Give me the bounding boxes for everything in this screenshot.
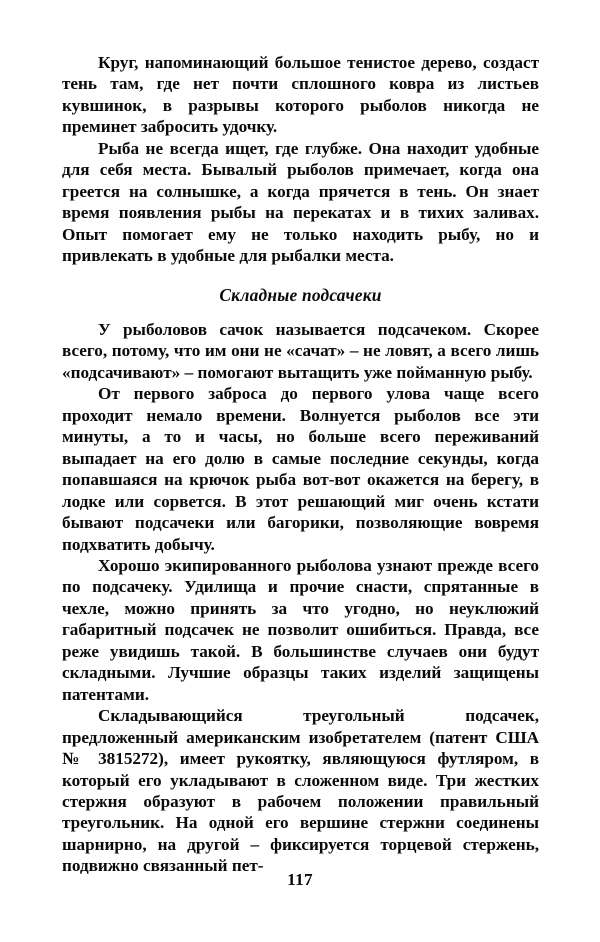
page-text-column <box>62 52 539 877</box>
paragraph-equipped-angler: Хорошо экипированного рыболова узнают прежде всего по подсачеку. Удилища и прочие снасти, спрятанные в чехле, можно принять за что угодно, но неуклюжий габаритный подсачек не позволит ошибиться. Правда, все реже увидишь такой. В большинстве случаев они будут складными. Лучшие образцы таких изделий защищены патентами. <box>62 555 539 704</box>
paragraph-net-naming: У рыболовов сачок называется подсачеком. Скорее всего, потому, что им они не «сачат» – не ловят, а всего лишь «подсачивают» – помогают вытащить уже пойманную рыбу. <box>62 319 539 382</box>
paragraph-fish-location: Рыба не всегда ищет, где глубже. Она находит удобные для себя места. Бывалый рыболов примечает, когда она греется на солнышке, а когда прячется в тень. Он знает время появления рыбы на перекатах и в тихих заливах. Опыт помогает ему не только находить рыбу, но и привлекать в удобные для рыбалки места. <box>62 138 539 266</box>
page-number: 117 <box>287 870 313 889</box>
section-heading-folding-landing-nets: Складные подсачеки <box>219 284 382 305</box>
paragraph-triangular-net-patent: Складывающийся треугольный подсачек, предложенный американским изобретателем (патент США № 3815272), имеет рукоятку, являющуюся футляром, в который его укладывают в сложенном виде. Три жестких стержня образуют в рабочем положении правильный треугольник. На одной его вершине стержни соединены шарнирно, на другой – фиксируется торцевой стержень, подвижно связанный пет- <box>62 706 539 876</box>
paragraph-first-cast: От первого заброса до первого улова чаще всего проходит немало времени. Волнуется рыболов все эти минуты, а то и часы, но больше всего переживаний выпадает на его долю в самые последние секунды, когда попавшаяся на крючок рыба вот-вот окажется на берегу, в лодке или сорвется. В этот решающий миг очень кстати бывают подсачеки или багорики, позволяющие вовремя подхватить добычу. <box>62 384 539 554</box>
paragraph-circle-shade: Круг, напоминающий большое тенистое дерево, создаст тень там, где нет почти сплошного ковра из листьев кувшинок, в разрывы которого рыболов никогда не преминет забросить удочку. <box>62 53 539 137</box>
